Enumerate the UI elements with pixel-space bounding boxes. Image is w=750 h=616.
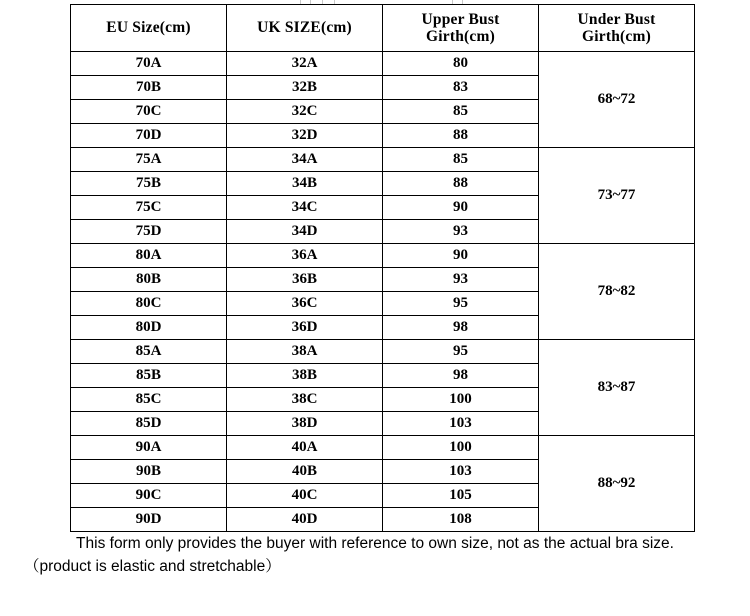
cell-eu-size: 90A	[71, 436, 227, 460]
cell-uk-size: 40A	[227, 436, 383, 460]
table-row	[71, 436, 695, 460]
cell-eu-size: 70C	[71, 100, 227, 124]
note-elastic: （product is elastic and stretchable）	[24, 558, 281, 576]
cell-under-bust: 83~87	[539, 340, 695, 436]
cell-uk-size: 38A	[227, 340, 383, 364]
column-header-under-bust	[539, 5, 695, 52]
cell-eu-size: 80D	[71, 316, 227, 340]
cell-uk-size: 32B	[227, 76, 383, 100]
cell-upper-bust: 93	[383, 220, 539, 244]
cell-uk-size: 36B	[227, 268, 383, 292]
column-header-uk-size-line1: UK SIZE	[257, 19, 321, 37]
cell-upper-bust: 85	[383, 148, 539, 172]
cell-upper-bust: 95	[383, 340, 539, 364]
table-row	[71, 148, 695, 172]
cell-under-bust: 73~77	[539, 148, 695, 244]
column-header-upper-bust	[383, 5, 539, 52]
cell-uk-size: 34B	[227, 172, 383, 196]
table-row	[71, 52, 695, 76]
cell-uk-size: 34C	[227, 196, 383, 220]
cell-eu-size: 90B	[71, 460, 227, 484]
column-header-under-bust-line2: Girth(cm)	[582, 28, 651, 45]
cell-upper-bust: 108	[383, 508, 539, 532]
cell-eu-size: 75C	[71, 196, 227, 220]
column-header-under-bust-line1: Under Bust	[577, 10, 656, 28]
cell-uk-size: 38B	[227, 364, 383, 388]
cell-eu-size: 85D	[71, 412, 227, 436]
table-header-row	[71, 5, 695, 52]
cell-upper-bust: 98	[383, 316, 539, 340]
cell-upper-bust: 90	[383, 196, 539, 220]
cell-under-bust: 78~82	[539, 244, 695, 340]
cell-uk-size: 32A	[227, 52, 383, 76]
cell-eu-size: 70B	[71, 76, 227, 100]
cell-eu-size: 90D	[71, 508, 227, 532]
cell-upper-bust: 95	[383, 292, 539, 316]
note-reference-size: This form only provides the buyer with reference to own size, not as the actual bra size.	[76, 535, 674, 552]
cell-eu-size: 80A	[71, 244, 227, 268]
cell-eu-size: 80C	[71, 292, 227, 316]
cell-eu-size: 80B	[71, 268, 227, 292]
cell-upper-bust: 90	[383, 244, 539, 268]
cell-upper-bust: 103	[383, 460, 539, 484]
table-row	[71, 340, 695, 364]
column-header-uk-size-line2: (cm)	[320, 19, 352, 37]
cell-uk-size: 36D	[227, 316, 383, 340]
cell-eu-size: 75A	[71, 148, 227, 172]
column-header-eu-size	[71, 5, 227, 52]
cell-under-bust: 88~92	[539, 436, 695, 532]
cell-upper-bust: 85	[383, 100, 539, 124]
cell-upper-bust: 100	[383, 436, 539, 460]
cell-eu-size: 85B	[71, 364, 227, 388]
cell-eu-size: 85A	[71, 340, 227, 364]
cell-eu-size: 70A	[71, 52, 227, 76]
cell-under-bust: 68~72	[539, 52, 695, 148]
bra-size-table	[70, 4, 695, 532]
table-body	[71, 52, 695, 532]
cell-uk-size: 36C	[227, 292, 383, 316]
column-header-eu-size-line2: (cm)	[159, 19, 191, 37]
cell-uk-size: 40B	[227, 460, 383, 484]
cell-uk-size: 36A	[227, 244, 383, 268]
cell-uk-size: 32C	[227, 100, 383, 124]
column-header-eu-size-line1: EU Size	[106, 19, 160, 37]
cell-uk-size: 40C	[227, 484, 383, 508]
column-header-upper-bust-line1: Upper Bust	[421, 10, 500, 28]
table-row	[71, 244, 695, 268]
cell-upper-bust: 80	[383, 52, 539, 76]
cell-uk-size: 40D	[227, 508, 383, 532]
cell-eu-size: 90C	[71, 484, 227, 508]
cell-upper-bust: 105	[383, 484, 539, 508]
cell-uk-size: 34A	[227, 148, 383, 172]
cell-uk-size: 38D	[227, 412, 383, 436]
cell-upper-bust: 98	[383, 364, 539, 388]
column-header-upper-bust-line2: Girth(cm)	[426, 28, 495, 45]
cell-uk-size: 32D	[227, 124, 383, 148]
cell-eu-size: 75D	[71, 220, 227, 244]
cell-upper-bust: 103	[383, 412, 539, 436]
notes-section	[0, 532, 750, 580]
cell-eu-size: 75B	[71, 172, 227, 196]
cell-upper-bust: 93	[383, 268, 539, 292]
cell-eu-size: 85C	[71, 388, 227, 412]
cell-eu-size: 70D	[71, 124, 227, 148]
cell-upper-bust: 88	[383, 172, 539, 196]
cell-upper-bust: 88	[383, 124, 539, 148]
cell-uk-size: 38C	[227, 388, 383, 412]
cell-upper-bust: 100	[383, 388, 539, 412]
cell-upper-bust: 83	[383, 76, 539, 100]
column-header-uk-size	[227, 5, 383, 52]
table-header	[71, 5, 695, 52]
cell-uk-size: 34D	[227, 220, 383, 244]
